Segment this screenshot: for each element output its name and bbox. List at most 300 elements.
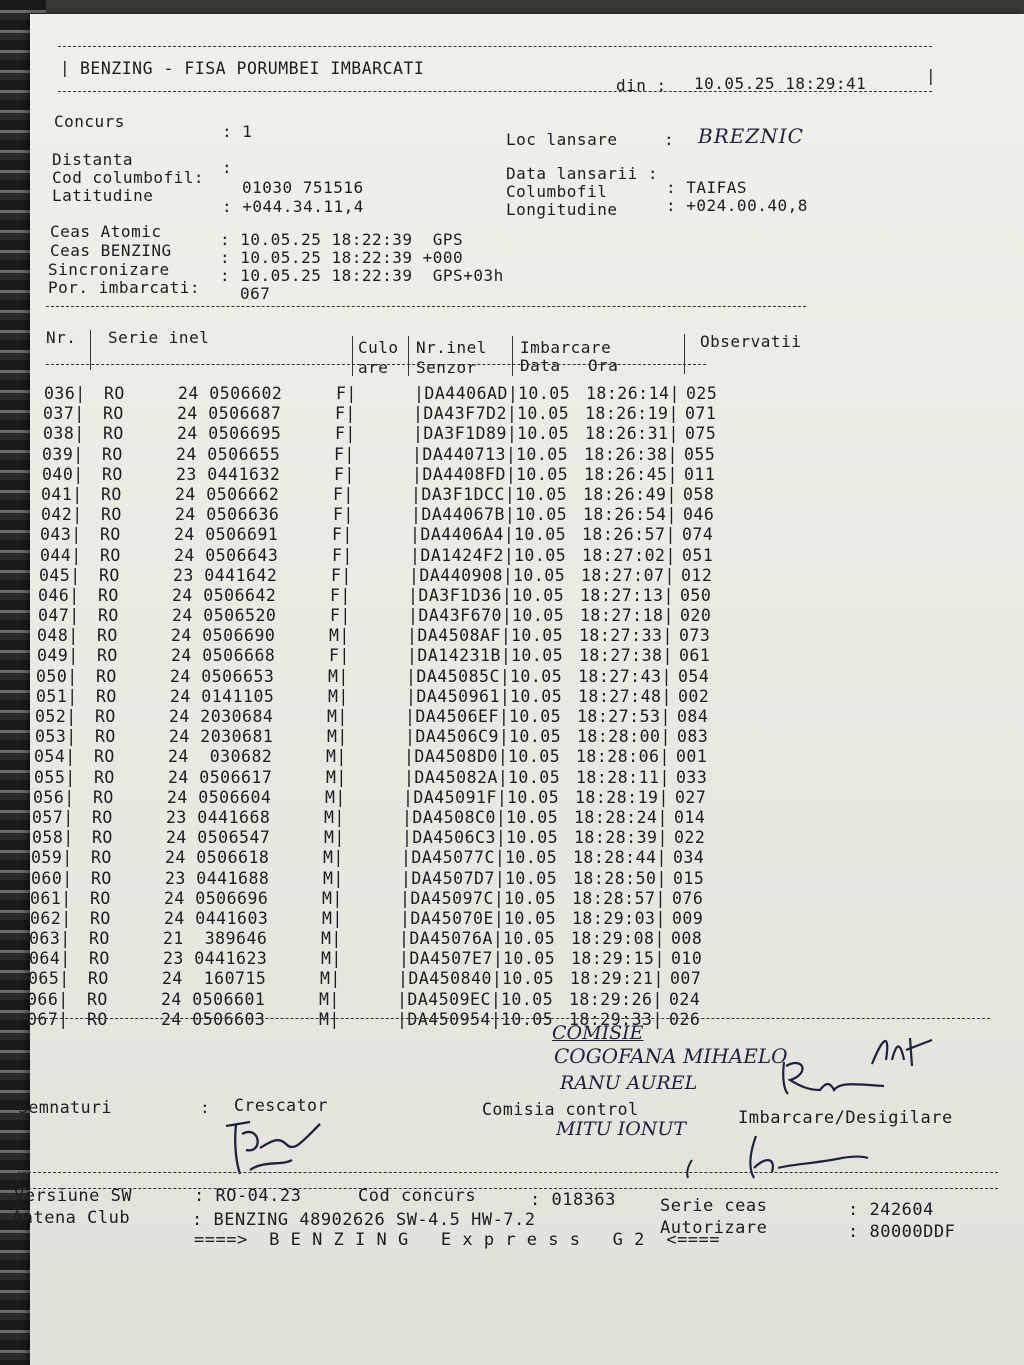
table-row [38,606,778,626]
row-sex: F| [333,484,354,504]
row-sensor-id: |DA4509EC| [397,989,502,1009]
row-time: 18:27:33| [579,626,673,646]
row-sensor-id: |DA3F1DCC| [411,484,516,504]
row-date: 10.05 [505,868,558,888]
row-country: RO [100,545,121,565]
row-sex: F| [334,464,355,484]
sincronizare-value: : 10.05.25 18:22:39 GPS+03h [220,266,504,285]
print-datetime: 10.05.25 18:29:41 [694,74,867,93]
antena-club-value: : BENZING 48902626 SW-4.5 HW-7.2 [192,1210,536,1230]
table-row [29,949,769,969]
row-nr: 050| [36,666,78,686]
row-date: 10.05 [501,1009,554,1029]
row-ring-serial: 24 0141105 [170,686,275,706]
row-sex: F| [335,404,356,424]
ceas-benzing-label: Ceas BENZING [50,241,172,260]
row-sex: F| [332,545,353,565]
row-nr: 045| [39,565,81,585]
row-observation: 075 [685,424,717,444]
row-nr: 056| [33,787,75,807]
handwritten-member-3: MITU IONUT [556,1118,687,1140]
row-time: 18:26:31| [585,424,679,444]
row-time: 18:28:00| [577,727,671,747]
row-sex: M| [327,707,348,726]
row-sex: M| [319,1009,340,1029]
row-time: 18:26:49| [583,484,677,504]
loc-lansare-label: Loc lansare [506,130,618,149]
col-divider [352,336,353,376]
row-ring-serial: 24 0506696 [164,888,269,908]
row-time: 18:28:24| [574,807,668,827]
row-observation: 011 [684,464,716,484]
col-nrinel-header: Nr.inel [416,338,487,357]
table-row [43,404,783,424]
table-header-rule [46,364,706,365]
row-time: 18:27:48| [578,686,672,706]
row-sex: M| [319,989,340,1009]
row-time: 18:29:21| [570,969,664,989]
row-time: 18:26:38| [584,444,678,464]
row-ring-serial: 24 0506695 [177,424,282,444]
header-right-bar: | [926,66,937,85]
row-sensor-id: |DA3F1D89| [413,424,518,444]
signature-imbarcare [742,1128,872,1184]
row-observation: 054 [678,666,710,686]
col-divider [408,336,409,376]
row-observation: 073 [679,626,711,646]
col-serie-header: Serie inel [108,328,210,347]
latitudine-label: Latitudine [52,186,154,205]
autorizare-value: : 80000DDF [848,1222,956,1242]
row-time: 18:28:39| [574,828,668,848]
row-date: 10.05 [508,747,561,767]
row-nr: 037| [43,404,85,424]
columbofil-value: : TAIFAS [666,178,748,197]
row-ring-serial: 24 2030681 [169,727,274,747]
table-row [43,424,783,444]
row-nr: 053| [35,727,77,747]
row-date: 10.05 [510,686,563,706]
row-sex: M| [324,807,345,827]
row-time: 18:28:57| [572,888,666,908]
row-date: 10.05 [509,727,562,747]
row-sex: M| [326,747,347,767]
cod-concurs-value: : 018363 [530,1190,616,1210]
table-row [31,848,771,868]
row-nr: 042| [41,505,83,525]
row-observation: 055 [684,444,716,464]
row-sensor-id: |DA440713| [412,444,517,464]
row-country: RO [90,888,111,908]
distanta-label: Distanta [52,150,134,169]
row-nr: 040| [42,464,84,484]
row-time: 18:27:38| [579,646,673,666]
cod-columbofil-label: Cod columbofil: [52,168,204,187]
row-nr: 060| [31,868,73,888]
row-country: RO [92,807,113,827]
row-date: 10.05 [503,929,556,949]
table-row [29,929,769,949]
row-country: RO [88,969,109,989]
row-country: RO [103,404,124,424]
row-observation: 010 [671,949,703,969]
row-sensor-id: |DA43F7D2| [413,404,518,424]
ceas-atomic-value: : 10.05.25 18:22:39 GPS [220,230,464,249]
row-sensor-id: |DA4508D0| [404,747,509,767]
row-sex: M| [323,848,344,868]
row-nr: 044| [40,545,82,565]
table-row [30,889,770,909]
col-ora-header: Ora [588,356,619,375]
row-sex: F| [332,525,353,545]
latitudine-value: : +044.34.11,4 [222,197,364,216]
row-country: RO [101,505,122,525]
row-ring-serial: 24 0506617 [168,767,273,787]
row-time: 18:28:19| [575,787,669,807]
serie-ceas-value: : 242604 [848,1200,934,1220]
handwritten-comisie: COMISIE [552,1022,644,1044]
row-ring-serial: 24 0506653 [170,666,275,686]
benzing-printout-sheet [12,14,1024,1365]
row-observation: 074 [682,525,714,545]
row-sensor-id: |DA4406AD| [414,384,519,403]
row-nr: 067| [27,1009,69,1029]
row-nr: 047| [38,606,80,626]
row-country: RO [96,666,117,686]
row-date: 10.05 [516,444,569,464]
row-time: 18:27:43| [578,666,672,686]
row-ring-serial: 24 0506602 [178,384,283,403]
row-country: RO [89,949,110,969]
table-row [32,828,772,848]
row-time: 18:27:02| [582,545,676,565]
col-imbarcare-header: Imbarcare [520,338,612,357]
row-sex: M| [328,666,349,686]
row-country: RO [95,707,116,726]
table-row [30,909,770,929]
row-time: 18:26:57| [582,525,676,545]
row-sex: F| [329,646,350,666]
row-date: 10.05 [511,626,564,646]
row-observation: 009 [672,908,704,928]
table-bottom-rule [30,1018,990,1019]
table-row [37,626,777,646]
table-row [42,465,782,485]
col-senzor-header: Senzor [416,358,477,377]
row-sex: F| [334,444,355,464]
row-country: RO [90,908,111,928]
row-date: 10.05 [508,767,561,787]
row-ring-serial: 24 0506520 [172,606,277,626]
row-sensor-id: |DA4507D7| [401,868,506,888]
row-observation: 084 [677,707,709,726]
row-ring-serial: 23 0441632 [176,464,281,484]
row-observation: 083 [677,727,709,747]
row-date: 10.05 [515,484,568,504]
table-row [40,525,780,545]
row-sensor-id: |DA43F670| [408,606,513,626]
semnaturi-sep: : [200,1098,211,1117]
col-divider [512,336,513,376]
concurs-value: : 1 [222,122,253,141]
row-ring-serial: 23 0441668 [166,807,271,827]
row-ring-serial: 21 389646 [163,929,268,949]
row-ring-serial: 24 0506690 [171,626,276,646]
loc-lansare-handwritten: BREZNIC [698,124,804,148]
row-date: 10.05 [514,525,567,545]
row-sex: M| [320,969,341,989]
col-nr-header: Nr. [46,328,77,347]
cod-columbofil-value: 01030 751516 [242,178,364,197]
imbarcare-desigilare-label: Imbarcare/Desigilare [738,1108,953,1128]
row-nr: 061| [30,888,72,908]
row-nr: 063| [29,929,71,949]
din-label: din : [616,76,667,95]
row-nr: 059| [31,848,73,868]
row-date: 10.05 [507,787,560,807]
row-observation: 025 [686,384,718,403]
row-sex: F| [336,384,357,403]
row-ring-serial: 24 0506642 [172,585,277,605]
row-ring-serial: 24 160715 [162,969,267,989]
signature-crescator [220,1114,330,1180]
row-sensor-id: |DA45076A| [399,929,504,949]
table-row [28,969,768,989]
row-observation: 061 [679,646,711,666]
row-sensor-id: |DA45082A| [404,767,509,787]
row-nr: 049| [37,646,79,666]
row-country: RO [98,585,119,605]
row-sensor-id: |DA4408FD| [412,464,517,484]
row-sensor-id: |DA45077C| [401,848,506,868]
row-sex: F| [335,424,356,444]
row-country: RO [96,686,117,706]
row-date: 10.05 [517,424,570,444]
row-time: 18:29:03| [572,908,666,928]
row-country: RO [87,989,108,1009]
row-nr: 043| [40,525,82,545]
row-sex: F| [330,585,351,605]
table-row [37,646,777,666]
row-sensor-id: |DA4406A4| [410,525,515,545]
row-country: RO [94,767,115,787]
table-row [34,747,774,767]
table-row [33,788,773,808]
row-sex: F| [331,565,352,585]
row-sensor-id: |DA4508AF| [407,626,512,646]
row-observation: 002 [678,686,710,706]
row-time: 18:28:06| [576,747,670,767]
row-date: 10.05 [514,545,567,565]
concurs-label: Concurs [54,112,125,131]
row-time: 18:29:08| [571,929,665,949]
row-sex: F| [330,606,351,626]
row-date: 10.05 [512,606,565,626]
row-ring-serial: 24 0506691 [174,525,279,545]
footer-rule-1 [18,1172,998,1173]
row-sensor-id: |DA45091F| [403,787,508,807]
row-sex: M| [321,929,342,949]
pigeon-list [27,384,784,1030]
row-date: 10.05 [509,707,562,726]
distanta-value: : [222,158,233,177]
row-sex: M| [325,787,346,807]
row-sensor-id: |DA14231B| [407,646,512,666]
row-ring-serial: 23 0441623 [163,949,268,969]
row-ring-serial: 24 0506601 [161,989,266,1009]
row-sensor-id: |DA4507E7| [399,949,504,969]
row-observation: 033 [676,767,708,787]
table-header [44,326,802,378]
row-sex: M| [323,868,344,888]
row-country: RO [102,444,123,464]
row-sex: F| [333,505,354,525]
row-time: 18:28:44| [573,848,667,868]
row-ring-serial: 24 0506668 [171,646,276,666]
row-country: RO [97,626,118,646]
row-nr: 038| [43,424,85,444]
row-nr: 046| [38,585,80,605]
row-ring-serial: 24 030682 [168,747,273,767]
table-row [34,768,774,788]
versiune-sw-label: Versiune SW [14,1186,133,1206]
row-ring-serial: 24 0506662 [175,484,280,504]
row-sex: M| [322,888,343,908]
table-row [36,687,776,707]
row-time: 18:27:53| [577,707,671,726]
row-time: 18:27:07| [581,565,675,585]
row-sensor-id: |DA4508C0| [402,807,507,827]
table-top-rule [46,306,806,307]
row-observation: 051 [682,545,714,565]
row-observation: 046 [683,505,715,525]
row-sensor-id: |DA4506C9| [405,727,510,747]
table-row [35,727,775,747]
row-observation: 020 [680,606,712,626]
row-observation: 076 [672,888,704,908]
row-date: 10.05 [504,888,557,908]
row-country: RO [91,848,112,868]
row-time: 18:29:15| [571,949,665,969]
row-sex: M| [327,727,348,747]
row-sensor-id: |DA1424F2| [410,545,515,565]
row-time: 18:26:14| [586,384,680,403]
row-observation: 012 [681,565,713,585]
porumbei-imbarcati-value: 067 [240,284,271,303]
col-divider [684,334,685,374]
row-country: RO [104,384,125,403]
row-observation: 071 [685,404,717,424]
col-data-header: Data [520,356,561,375]
row-sensor-id: |DA450954| [397,1009,502,1029]
row-date: 10.05 [502,969,555,989]
row-nr: 051| [36,686,78,706]
row-observation: 014 [674,807,706,827]
row-ring-serial: 24 0506636 [175,505,280,525]
ceas-benzing-value: : 10.05.25 18:22:39 +000 [220,248,464,267]
col-culoare-header-2: are [358,358,389,377]
porumbei-imbarcati-label: Por. imbarcati: [48,278,200,297]
col-culoare-header-1: Culo [358,338,399,357]
crescator-label: Crescator [234,1096,328,1115]
row-country: RO [91,868,112,888]
row-nr: 058| [32,828,74,848]
row-nr: 054| [34,747,76,767]
row-nr: 066| [27,989,69,1009]
row-country: RO [99,565,120,585]
row-time: 18:29:26| [569,989,663,1009]
row-time: 18:28:50| [573,868,667,888]
sincronizare-label: Sincronizare [48,260,170,279]
row-observation: 027 [675,787,707,807]
row-sensor-id: |DA45085C| [406,666,511,686]
row-nr: 062| [30,908,72,928]
table-row [31,869,771,889]
row-nr: 048| [37,626,79,646]
columbofil-label: Columbofil [506,182,608,201]
table-row [39,566,779,586]
row-nr: 065| [28,969,70,989]
comisia-control-label: Comisia control [482,1100,639,1119]
document-title: BENZING - FISA PORUMBEI IMBARCATI [80,59,425,78]
row-time: 18:29:33| [569,1009,663,1029]
row-date: 10.05 [516,464,569,484]
row-date: 10.05 [511,646,564,666]
row-observation: 007 [670,969,702,989]
table-row [27,990,767,1010]
row-date: 10.05 [518,384,571,403]
row-country: RO [98,606,119,626]
table-row [44,384,784,404]
row-sensor-id: |DA450840| [398,969,503,989]
table-row [32,808,772,828]
row-sensor-id: |DA440908| [409,565,514,585]
row-time: 18:27:18| [580,606,674,626]
row-sex: M| [321,949,342,969]
row-time: 18:26:45| [584,464,678,484]
row-date: 10.05 [501,989,554,1009]
benzing-express-banner: ====> B E N Z I N G E x p r e s s G 2 <==== [194,1230,721,1250]
row-observation: 015 [673,868,705,888]
pen-mark [680,1158,700,1180]
row-date: 10.05 [504,908,557,928]
row-time: 18:27:13| [580,585,674,605]
row-ring-serial: 24 2030684 [169,707,274,726]
row-country: RO [100,525,121,545]
loc-lansare-sep: : [664,130,675,149]
row-country: RO [89,929,110,949]
row-ring-serial: 23 0441688 [165,868,270,888]
row-sensor-id: |DA45070E| [400,908,505,928]
row-observation: 026 [669,1009,701,1029]
row-sex: M| [322,908,343,928]
footer-rule-2 [18,1188,998,1189]
table-row [41,505,781,525]
col-observatii-header: Observatii [700,332,802,351]
row-time: 18:28:11| [576,767,670,787]
handwritten-member-1: COGOFANA MIHAELO [554,1044,788,1068]
row-nr: 039| [42,444,84,464]
row-observation: 001 [676,747,708,767]
row-ring-serial: 24 0506618 [165,848,270,868]
row-date: 10.05 [517,404,570,424]
row-ring-serial: 24 0506604 [167,787,272,807]
table-row [35,707,775,727]
row-sensor-id: |DA450961| [406,686,511,706]
autorizare-label: Autorizare [660,1218,768,1238]
header-left-bar: | [60,58,71,77]
row-time: 18:26:19| [585,404,679,424]
